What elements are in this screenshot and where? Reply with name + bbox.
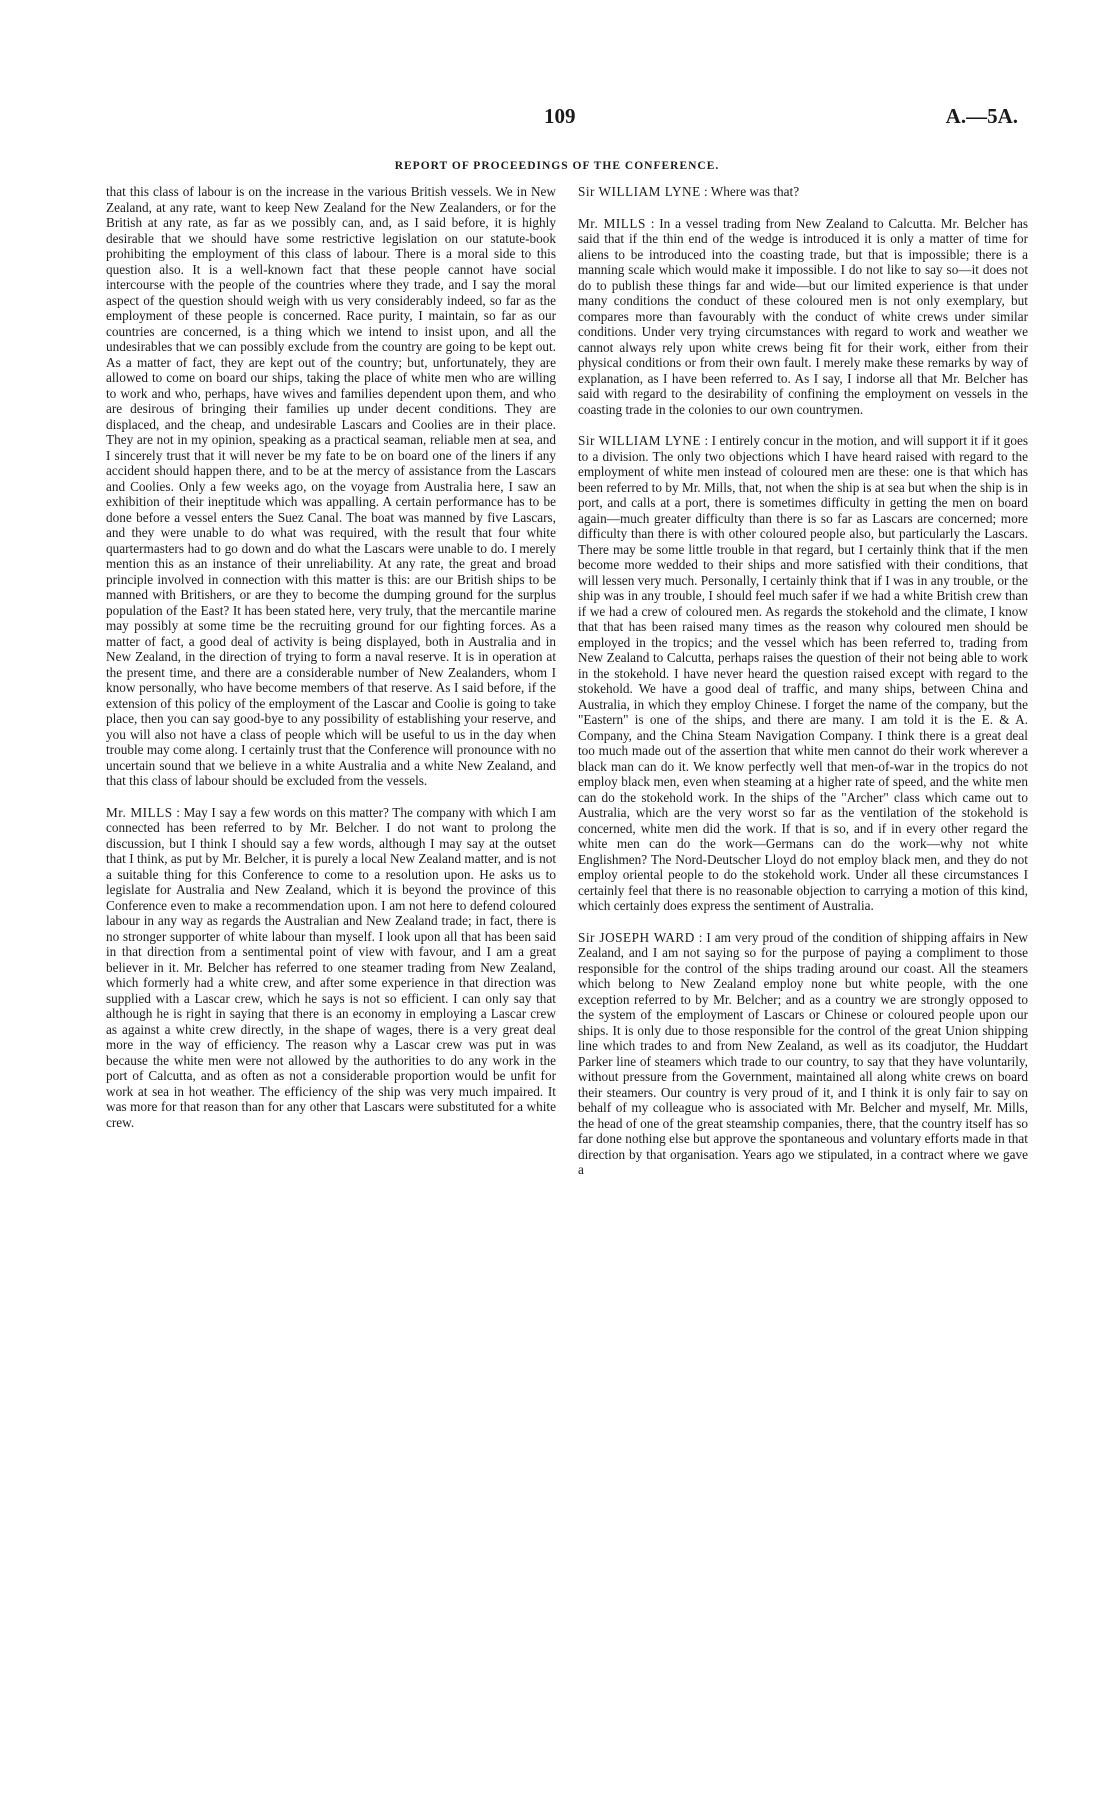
paragraph-text: : In a vessel trading from New Zealand to Calcutta. Mr. Belcher has said that if the thin end of the wedge is introduced it is only a matter of time for aliens to be introduced into the coasting trade, but that is impossible; there is a manning scale which would make it impossible. I do not like to say so—it does not do to publish these things far and wide—but our limited experience is that under many conditions the conduct of these coloured men is not only exemplary, but compares more than favourably with the conduct of white crews under similar conditions. Under very trying circumstances with regard to work and weather we cannot always rely upon white crews being fit for their work, either from their physical conditions or from their own fault. I merely make these remarks by way of explanation, as I have been referred to. As I say, I indorse all that Mr. Belcher has said with regard to the desirability of confining the employment on vessels in the coasting trade in the colonies to our own countrymen. [578, 215, 1028, 417]
paragraph [578, 930, 1028, 1178]
paragraph-text: that this class of labour is on the increase in the various British vessels. We in New Zealand, at any rate, want to keep New Zealand for the New Zealanders, or for the British at any rate, as far as we possibly can, and, as I said before, it is highly desirable that we should have some restrictive legislation on our statute-book prohibiting the employment of this class of labour. There is a moral side to this question also. It is a well-known fact that these people cannot have social intercourse with the people of the countries where they trade, and I say the moral aspect of the question should weigh with us very considerably indeed, so far as the employment of these people is concerned. Race purity, I maintain, so far as our countries are concerned, is a thing which we intend to insist upon, and all the undesirables that we can possibly exclude from the country are going to be kept out. As a matter of fact, they are kept out of the country; but, unfortunately, they are allowed to come on board our ships, taking the place of white men who are willing to work and who, perhaps, have wives and families dependent upon them, and who are desirous of bringing their families up under decent conditions. They are displaced, and the cheap, and undesirable Lascars and Coolies are in their place. They are not in my opinion, speaking as a practical seaman, reliable men at sea, and I sincerely trust that it will never be my fate to be on board one of the liners if any accident should happen there, and to be at the mercy of assistance from the Lascars and Coolies. Only a few weeks ago, on the voyage from Australia here, I saw an exhibition of their ineptitude which was appalling. A certain performance has to be done before a vessel enters the Suez Canal. The boat was manned by five Lascars, and they were unable to do what was required, with the result that four white quartermasters had to go down and do what the Lascars were unable to do. I merely mention this as an instance of their unreliability. At any rate, the great and broad principle involved in connection with this matter is this: are our British ships to be manned with Britishers, or are they to become the dumping ground for the surplus population of the East? It has been stated here, very truly, that the mercantile marine may possibly at some time be the recruiting ground for our fighting forces. As a matter of fact, a good deal of activity is being displayed, both in Australia and in New Zealand, in the direction of trying to form a naval reserve. It is in operation at the present time, and there are a considerable number of New Zealanders, whom I know personally, who have become members of that reserve. As I said before, if the extension of this policy of the employment of the Lascar and Coolie is going to take place, then you can say good-bye to any possibility of establishing your reserve, and you will also not have a class of people which will be useful to us in the day when trouble may come along. I certainly trust that the Conference will pronounce with no uncertain sound that we believe in a white Australia and a white New Zealand, and that this class of labour should be excluded from the vessels. [106, 184, 556, 788]
speaker-name: Sir WILLIAM LYNE [578, 184, 701, 199]
page-number: 109 [544, 104, 576, 128]
paragraph [578, 184, 1028, 200]
paragraph [578, 433, 1028, 914]
paragraph-text: : I entirely concur in the motion, and will support it if it goes to a division. The only two objections which I have heard raised with regard to the employment of white men instead of coloured men are these: one is that which has been referred to by Mr. Mills, that, not when the ship is at sea but when the ship is in port, and calls at a port, there is sometimes difficulty in getting the men on board again—much greater difficulty than there is so far as Lascars are concerned; more difficulty than there is with other coloured people also, but particularly the Lascars. There may be some little trouble in that regard, but I certainly think that if the men become more wedded to their ships and more satisfied with their conditions, that will lessen very much. Personally, I certainly think that if I was in any trouble, or the ship was in any trouble, I should feel much safer if we had a white British crew than if we had a crew of coloured men. As regards the stokehold and the climate, I know that that has been raised many times as the reason why coloured men should be employed in the tropics; and the vessel which has been referred to, trading from New Zealand to Calcutta, perhaps raises the question of their not being able to work in the stokehold. I have never heard the question raised except with regard to the stokehold. We have a good deal of traffic, and many ships, between China and Australia, in which they employ Chinese. I forget the name of the company, but the "Eastern" is one of the ships, and there are many. I am told it is the E. & A. Company, and the China Steam Navigation Company. I think there is a great deal too much made out of the assertion that white men cannot do their work wherever a black man can do it. We know perfectly well that men-of-war in the tropics do not employ black men, even when steaming at a higher rate of speed, and the white men can do the stokehold work. In the ships of the "Archer" class which came out to Australia, which are the very worst so far as the ventilation of the stokehold is concerned, white men did the work. If that is so, and if in every other regard the white men can do the work—Germans can do the work—why not white Englishmen? The Nord-Deutscher Lloyd do not employ black men, and they do not employ oriental people to do the stokehold work. Under all these circumstances I certainly feel that there is no reasonable objection to carrying a motion of this kind, which certainly does express the sentiment of Australia. [578, 433, 1029, 913]
speaker-name: Sir JOSEPH WARD [578, 929, 695, 945]
page-reference: A.—5A. [945, 104, 1018, 128]
paragraph-text: : Where was that? [700, 184, 800, 199]
paragraph-text: : May I say a few words on this matter? The company with which I am connected has been referred to by Mr. Belcher. I do not want to prolong the discussion, but I think I should say a few words, although I may say at the outset that I think, as put by Mr. Belcher, it is purely a local New Zealand matter, and is not a suitable thing for this Conference to come to a resolution upon. He asks us to legislate for Australia and New Zealand, which it is beyond the province of this Conference even to make a recommendation upon. I am not here to defend coloured labour in any way as regards the Australian and New Zealand trade; in fact, there is no stronger supporter of white labour than myself. I look upon all that has been said in that direction from a sentimental point of view with favour, and I am a great believer in it. Mr. Belcher has referred to one steamer trading from New Zealand, which formerly had a white crew, and after some experience in that direction was supplied with a Lascar crew, which he says is not so efficient. I can only say that although he is right in saying that there is an economy in employing a Lascar crew as against a white crew directly, in the shape of wages, there is a very great deal more in the way of efficiency. The reason why a Lascar crew was put in was because the white men were not allowed by the authorities to do any work in the port of Calcutta, and as often as not a considerable proportion would be unfit for work at sea in hot weather. The efficiency of the ship was very much impaired. It was more for that reason than for any other that Lascars were substituted for a white crew. [106, 804, 557, 1130]
paragraph [106, 184, 556, 789]
paragraph-text: : I am very proud of the condition of shipping affairs in New Zealand, and I am not saying so for the purpose of paying a compliment to those responsible for the control of the ships trading around our coast. All the steamers which belong to New Zealand employ none but white people, with the one exception referred to by Mr. Belcher; and as a country we are strongly opposed to the system of the employment of Lascars or Chinese or coloured people upon our ships. It is only due to those responsible for the control of the great Union shipping line which trades to and from New Zealand, as well as its coadjutor, the Huddart Parker line of steamers which trade to our country, to say that they have voluntarily, without pressure from the Government, maintained all along white crews on board their steamers. Our country is very proud of it, and I think it is only fair to say on behalf of my colleague who is associated with Mr. Belcher and myself, Mr. Mills, the head of one of the great steamship companies, there, that the country itself has so far done nothing else but approve the spontaneous and voluntary efforts made in that direction by that organisation. Years ago we stipulated, in a contract where we gave a [578, 929, 1028, 1177]
running-head: REPORT OF PROCEEDINGS OF THE CONFERENCE. [394, 160, 720, 172]
paragraph [578, 216, 1028, 418]
speaker-name: Mr. MILLS [578, 215, 646, 231]
speaker-name: Mr. MILLS [106, 804, 173, 820]
left-column [106, 184, 556, 1130]
right-column [578, 184, 1028, 1178]
paragraph [106, 805, 556, 1131]
speaker-name: Sir WILLIAM LYNE [578, 433, 702, 448]
